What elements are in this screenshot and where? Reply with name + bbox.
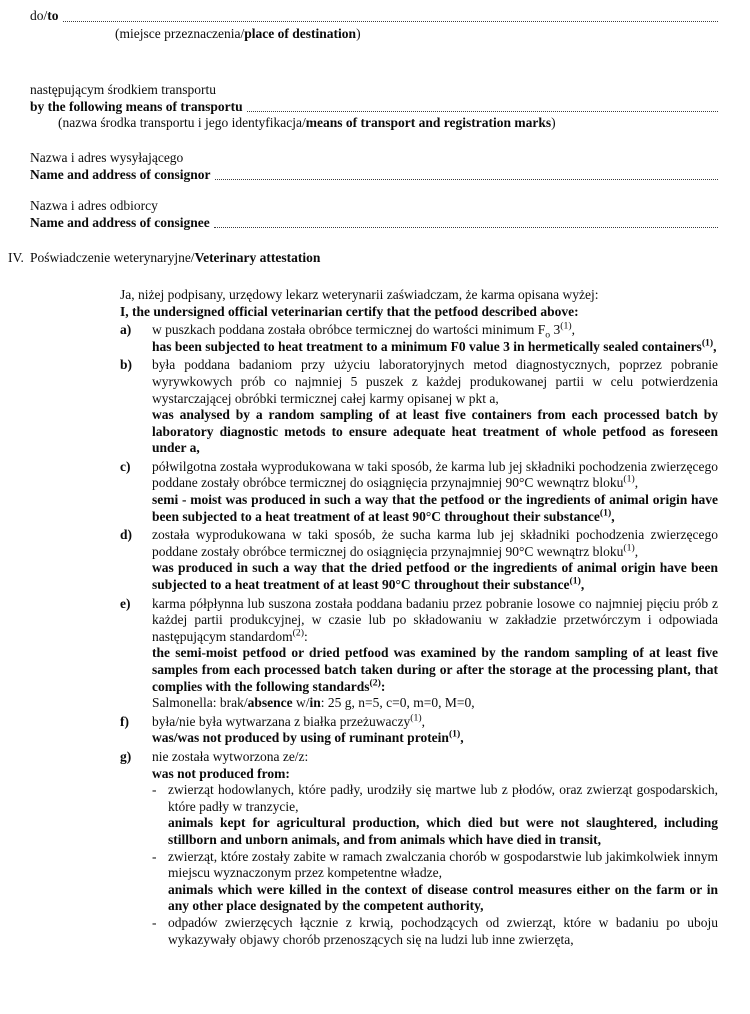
- attestation-subitem-3: [152, 915, 718, 948]
- subitem-3-text-pl: odpadów zwierzęcych łącznie z krwią, pochodzących od zwierząt, które w badaniu po uboju wykazywały objawy chorób przenoszących się na ludzi lub inne zwierzęta,: [168, 914, 718, 947]
- attestation-intro-pl: Ja, niżej podpisany, urzędowy lekarz weterynarii zaświadczam, że karma opisana wyżej:: [120, 286, 599, 302]
- transport-caption-en: means of transport and registration marks: [305, 115, 552, 131]
- destination-label-pl: do/: [30, 8, 48, 23]
- destination-caption-pl: (miejsce przeznaczenia/: [115, 25, 245, 41]
- item-f-label: f): [120, 713, 129, 729]
- item-c-text-en: semi - moist was produced in such a way that the petfood or the ingredients of animal origin have been subjected to a heat treatment of at least 90°C throughout their substance$^{(1)}$,: [152, 492, 718, 524]
- field-consignor: [30, 150, 718, 183]
- transport-line-pl: następującym środkiem transportu: [30, 82, 216, 98]
- item-f-body: [152, 714, 718, 747]
- transport-caption-pl: (nazwa środka transportu i jego identyfikacja/: [58, 115, 306, 131]
- item-d-text-pl: została wyprodukowana w taki sposób, że sucha karma lub jej składniki pochodzenia zwierzęcego poddane zostały obróbce termicznej do osiągnięcia przynajmniej 90°C wewnątrz bloku$^{(1)}$,: [152, 527, 718, 559]
- form-fields-section: [30, 8, 718, 231]
- item-c-label: c): [120, 458, 131, 474]
- item-a-body: [152, 322, 718, 355]
- attestation-item-e: [120, 596, 718, 712]
- item-a-label: a): [120, 322, 132, 338]
- section-number: IV.: [8, 250, 24, 266]
- field-transport: [30, 82, 718, 132]
- consignor-line-en: Name and address of consignor: [30, 166, 211, 182]
- consignor-dotted-line: [215, 167, 718, 181]
- attestation-item-b: [120, 357, 718, 457]
- subitem-2-dash: -: [152, 848, 157, 864]
- item-e-label: e): [120, 595, 131, 611]
- subitem-3-body: [168, 915, 718, 948]
- item-f-text-en: was/was not produced by using of ruminant protein$^{(1)}$,: [152, 728, 464, 746]
- attestation-subitem-2: [152, 849, 718, 915]
- item-d-body: [152, 527, 718, 593]
- item-g-label: g): [120, 748, 132, 764]
- section-heading: [8, 250, 718, 267]
- field-consignee: [30, 198, 718, 231]
- item-g-body: [152, 749, 718, 948]
- transport-caption-close: ): [551, 115, 556, 131]
- item-e-salmonella-line: Salmonella: brak/absence w/in: 25 g, n=5, c=0, m=0, M=0,: [152, 695, 475, 711]
- field-destination: [30, 8, 718, 25]
- subitem-1-text-en: animals kept for agricultural production, which died but were not slaughtered, including stillborn and unborn animals, and from animals which have died in transit,: [168, 815, 718, 847]
- destination-label-en: to: [47, 8, 59, 23]
- item-b-text-pl: była poddana badaniom przy użyciu laboratoryjnych metod diagnostycznych, poprzez pobranie wyrywkowych prób co najmniej 5 puszek z każdej produkowanej partii w celu potwierdzenia wystarczającej obróbki termicznej całej karmy opisanej w pkt a,: [152, 357, 718, 406]
- subitem-2-body: [168, 849, 718, 915]
- item-c-body: [152, 459, 718, 525]
- item-c-text-pl: półwilgotna została wyprodukowana w taki sposób, że karma lub jej składniki pochodzenia zwierzęcego poddane zostały obróbce termicznej do osiągnięcia przynajmniej 90°C wewnątrz bloku$^{(1)}$,: [152, 458, 718, 491]
- transport-row: [30, 99, 718, 116]
- item-g-text-en: was not produced from:: [152, 765, 290, 781]
- destination-caption-close: ): [356, 25, 361, 41]
- item-a-text-pl: w puszkach poddana została obróbce termicznej do wartości minimum $F_o$ 3$^{(1)}$,: [152, 320, 575, 341]
- subitem-1-text-pl: zwierząt hodowlanych, które padły, urodziły się martwe lub z płodów, oraz zwierząt gospodarskich, które padły w tranzycie,: [168, 782, 718, 814]
- attestation-intro-en: I, the undersigned official veterinarian certify that the petfood described above:: [120, 303, 579, 319]
- section-title: [30, 250, 320, 267]
- item-g-text-pl: nie została wytworzona ze/z:: [152, 748, 309, 764]
- destination-dotted-line: [63, 8, 718, 22]
- item-b-label: b): [120, 357, 133, 373]
- subitem-2-text-en: animals which were killed in the context of disease control measures either on the farm or in any other place designated by the competent authority,: [168, 881, 718, 914]
- transport-line-en: by the following means of transportu: [30, 98, 243, 114]
- consignee-dotted-line: [214, 215, 718, 229]
- consignor-row: [30, 167, 718, 184]
- transport-dotted-line: [247, 99, 718, 113]
- consignee-line-en: Name and address of consignee: [30, 214, 210, 230]
- transport-caption: [58, 115, 718, 132]
- item-e-text-pl: karma półpłynna lub suszona została poddana badaniu przez pobranie losowe co najmniej pięciu prób z każdej partii produkcyjnej, w czasie lub po składowaniu w zakładzie przetwórczym i odpowiada następującym standardom$^{(2)}$:: [152, 595, 718, 644]
- item-d-text-en: was produced in such a way that the dried petfood or the ingredients of animal origin have been subjected to a heat treatment of at least 90°C throughout their substance$^{(1)}$,: [152, 560, 718, 593]
- destination-caption-en: place of destination: [244, 25, 357, 41]
- item-e-text-en: the semi-moist petfood or dried petfood was examined by the random sampling of at least five samples from each processed batch taken during or after the storage at the processing plant, that complies with the following standards$^{(2)}$:: [152, 645, 718, 694]
- section-title-en: Veterinary attestation: [194, 250, 321, 266]
- item-f-text-pl: była/nie była wytwarzana z białka przeżuwaczy$^{(1)}$,: [152, 712, 425, 729]
- subitem-2-text-pl: zwierząt, które zostały zabite w ramach zwalczania chorób w gospodarstwie lub jakimkolwiek innym miejscu wyznaczonym przez kompetentne władze,: [168, 848, 718, 881]
- item-b-body: [152, 357, 718, 457]
- consignor-line-pl: Nazwa i adres wysyłającego: [30, 149, 184, 165]
- section-title-pl: Poświadczenie weterynaryjne/: [30, 250, 195, 266]
- item-b-text-en: was analysed by a random sampling of at least five containers from each processed batch by laboratory diagnostic metods to ensure adequate heat treatment of whole petfood as foreseen under a,: [152, 407, 718, 456]
- destination-caption: [115, 26, 718, 43]
- attestation-item-d: [120, 527, 718, 593]
- attestation-item-f: [120, 714, 718, 747]
- attestation-item-c: [120, 459, 718, 525]
- consignee-line-pl: Nazwa i adres odbiorcy: [30, 198, 158, 214]
- item-d-label: d): [120, 527, 133, 543]
- attestation-section: [120, 287, 718, 948]
- consignee-row: [30, 215, 718, 232]
- attestation-item-a: [120, 322, 718, 355]
- subitem-3-dash: -: [152, 914, 157, 930]
- subitem-1-body: [168, 782, 718, 848]
- item-a-text-en: has been subjected to heat treatment to a minimum F0 value 3 in hermetically sealed containers$^{(1)}$,: [152, 337, 717, 354]
- attestation-item-g: [120, 749, 718, 948]
- item-e-body: [152, 596, 718, 712]
- attestation-intro: [120, 287, 718, 320]
- attestation-subitem-1: [152, 782, 718, 848]
- subitem-1-dash: -: [152, 782, 157, 798]
